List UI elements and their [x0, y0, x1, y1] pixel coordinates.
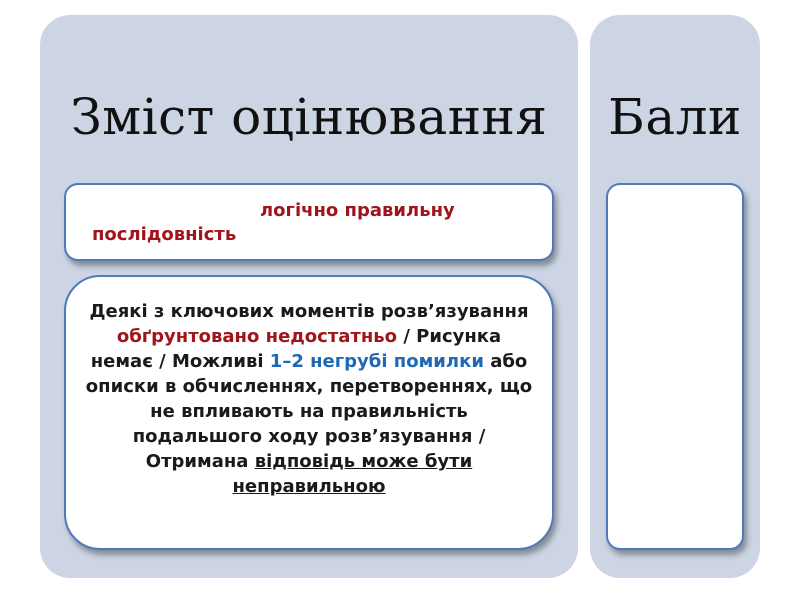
content-column-title: Зміст оцінювання — [70, 88, 548, 146]
criterion-top-line2: послідовність — [92, 224, 237, 245]
criterion-text-segment: або описки в обчисленнях, перетвореннях, що не впливають на правильність подальшого ходу розв’язування / Отримана — [85, 351, 533, 472]
criterion-top-line1: логічно правильну — [260, 200, 455, 221]
criterion-text-highlight-red: обґрунтовано недостатньо — [116, 326, 398, 347]
criterion-box-top — [64, 183, 554, 261]
criterion-text-highlight-blue: 1–2 негрубі помилки — [269, 351, 484, 372]
score-box — [606, 183, 744, 550]
criterion-text-segment: / Рисунка немає / Можливі — [90, 326, 502, 372]
score-column-title: Бали — [608, 88, 742, 146]
criterion-top-text — [92, 199, 526, 247]
criterion-box-bottom — [64, 275, 554, 550]
criterion-text-segment: Деякі з ключових моментів розв’язування — [89, 301, 529, 322]
criterion-text-underlined: відповідь може бути неправильною — [232, 451, 473, 497]
criterion-bottom-text — [84, 299, 534, 499]
